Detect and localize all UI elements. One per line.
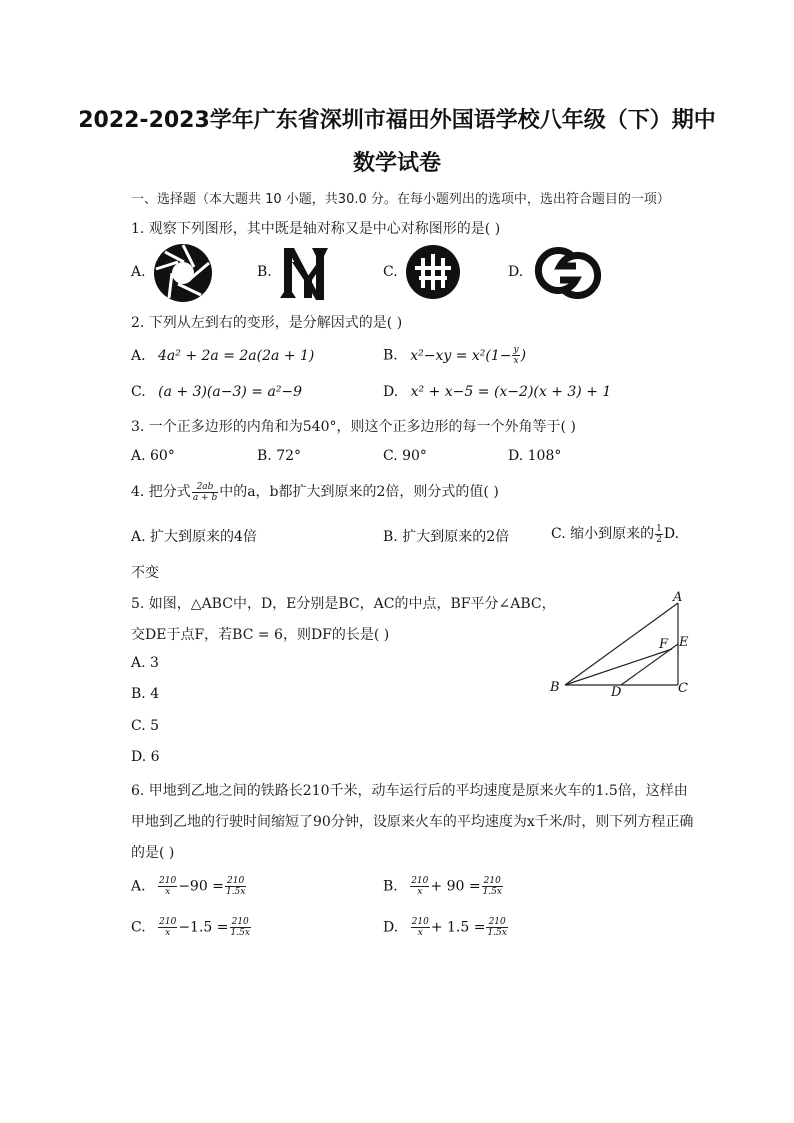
- q6-b-num1: 210: [411, 876, 429, 886]
- q6-d-num1: 210: [411, 917, 429, 927]
- q5-stem-line2: 交DE于点F，若BC = 6，则DF的长是( ): [131, 627, 390, 643]
- q2-b-frac-den: x: [513, 356, 519, 366]
- q1-stem: 1. 观察下列图形，其中既是轴对称又是中心对称图形的是( ): [131, 221, 501, 237]
- vertex-b-label: B: [550, 680, 560, 695]
- q5-option-d: D. 6: [131, 749, 160, 765]
- q6-d-mid: + 1.5 =: [430, 919, 486, 936]
- q6-stem-line2: 甲地到乙地的行驶时间缩短了90分钟，设原来火车的平均速度为x千米/时，则下列方程正确: [131, 814, 694, 830]
- q6-option-d-label: D.: [383, 919, 399, 936]
- q6-c-mid: −1.5 =: [178, 919, 229, 936]
- q3-option-a: A. 60°: [131, 448, 175, 464]
- q2-option-a: [131, 348, 314, 364]
- vertex-a-label: A: [673, 590, 683, 605]
- q6-b-num2: 210: [482, 876, 503, 887]
- q2-option-c-text: (a + 3)(a−3) = a²−9: [158, 384, 303, 400]
- q6-c-den1: x: [165, 928, 171, 938]
- q6-c-num2: 210: [230, 917, 251, 928]
- q4-c-frac-den: 2: [656, 534, 662, 545]
- q1-option-c-label: C.: [383, 264, 398, 280]
- q3-option-b: B. 72°: [257, 448, 302, 464]
- q4-option-b: B. 扩大到原来的2倍: [383, 529, 510, 545]
- q6-a-mid: −90 =: [178, 878, 224, 895]
- section-heading: 一、选择题（本大题共 10 小题，共30.0 分。在每小题列出的选项中，选出符合题目的一项）: [131, 192, 670, 207]
- q2-option-d-label: D.: [383, 384, 399, 400]
- q2-option-c: [131, 384, 302, 400]
- q4-stem-pre: 4. 把分式: [131, 484, 191, 500]
- q2-option-b-text: x²−xy = x²(1−: [410, 347, 512, 364]
- q6-d-den1: x: [417, 928, 423, 938]
- q2-stem: 2. 下列从左到右的变形，是分解因式的是( ): [131, 315, 403, 331]
- metro-logo-icon: [405, 244, 461, 300]
- q2-b-close: ): [520, 347, 527, 364]
- q2-option-d-text: x² + x−5 = (x−2)(x + 3) + 1: [410, 384, 612, 400]
- q4-stem: [131, 481, 499, 503]
- q6-a-num2: 210: [225, 876, 246, 887]
- double-g-logo-icon: [530, 246, 606, 300]
- q6-stem-line3: 的是( ): [131, 845, 175, 861]
- triangle-figure: [545, 588, 695, 700]
- q6-stem-line1: 6. 甲地到乙地之间的铁路长210千米，动车运行后的平均速度是原来火车的1.5倍，这样由: [131, 783, 688, 799]
- point-d-label: D: [611, 685, 622, 700]
- point-f-label: F: [659, 637, 669, 652]
- q2-option-a-text: 4a² + 2a = 2a(2a + 1): [158, 348, 315, 364]
- q2-option-a-label: A.: [131, 348, 146, 364]
- exam-title-line2: 数学试卷: [352, 151, 441, 176]
- q6-option-a: [131, 876, 247, 897]
- q6-a-den2: 1.5x: [225, 887, 246, 897]
- q6-option-c-label: C.: [131, 919, 146, 936]
- q6-a-den1: x: [165, 887, 171, 897]
- q5-option-a: A. 3: [131, 655, 159, 671]
- q4-stem-post: 中的a，b都扩大到原来的2倍，则分式的值( ): [219, 484, 499, 500]
- ny-logo-icon: [278, 242, 338, 304]
- q1-option-d-label: D.: [508, 264, 524, 280]
- q5-stem-line1: 5. 如图，△ABC中，D，E分别是BC，AC的中点，BF平分∠ABC，: [131, 596, 556, 612]
- q5-option-b: B. 4: [131, 686, 160, 702]
- q4-option-c-text: C. 缩小到原来的: [551, 526, 655, 542]
- q4-frac-num: 2ab: [192, 482, 218, 493]
- q1-option-a-label: A.: [131, 264, 146, 280]
- q6-d-den2: 1.5x: [487, 928, 507, 938]
- q2-option-c-label: C.: [131, 384, 146, 400]
- q1-option-b-label: B.: [257, 264, 272, 280]
- q6-c-den2: 1.5x: [230, 928, 250, 938]
- q4-option-d-text: 不变: [131, 565, 159, 581]
- point-e-label: E: [679, 635, 689, 650]
- q6-a-num1: 210: [159, 876, 177, 886]
- q4-frac-den: a + b: [192, 492, 218, 503]
- segment-bf: [565, 649, 672, 685]
- q6-option-a-label: A.: [131, 878, 146, 895]
- q6-b-mid: + 90 =: [430, 878, 481, 895]
- q4-option-c: [551, 523, 679, 545]
- q4-c-frac-num: 1: [656, 523, 662, 534]
- q3-option-c: C. 90°: [383, 448, 427, 464]
- q6-b-den1: x: [417, 887, 423, 897]
- q6-d-num2: 210: [486, 917, 507, 928]
- vertex-c-label: C: [678, 681, 688, 696]
- exam-title-line1: 2022-2023学年广东省深圳市福田外国语学校八年级（下）期中: [78, 108, 716, 133]
- q6-option-b-label: B.: [383, 878, 398, 895]
- q6-b-den2: 1.5x: [482, 887, 502, 897]
- q2-option-b: [383, 345, 526, 366]
- q2-option-d: [383, 384, 611, 400]
- segment-de: [621, 644, 678, 685]
- q4-option-d-label: D.: [663, 526, 680, 542]
- q3-stem: 3. 一个正多边形的内角和为540°，则这个正多边形的每一个外角等于( ): [131, 419, 576, 435]
- q2-option-b-label: B.: [383, 347, 398, 364]
- q6-c-num1: 210: [159, 917, 177, 927]
- q6-option-d: [383, 917, 509, 938]
- q6-option-b: [383, 876, 504, 897]
- q5-option-c: C. 5: [131, 718, 160, 734]
- q3-option-d: D. 108°: [508, 448, 562, 464]
- q6-option-c: [131, 917, 252, 938]
- aperture-logo-icon: [153, 243, 213, 303]
- q4-option-a: A. 扩大到原来的4倍: [131, 529, 257, 545]
- q2-b-frac-num: y: [513, 345, 519, 355]
